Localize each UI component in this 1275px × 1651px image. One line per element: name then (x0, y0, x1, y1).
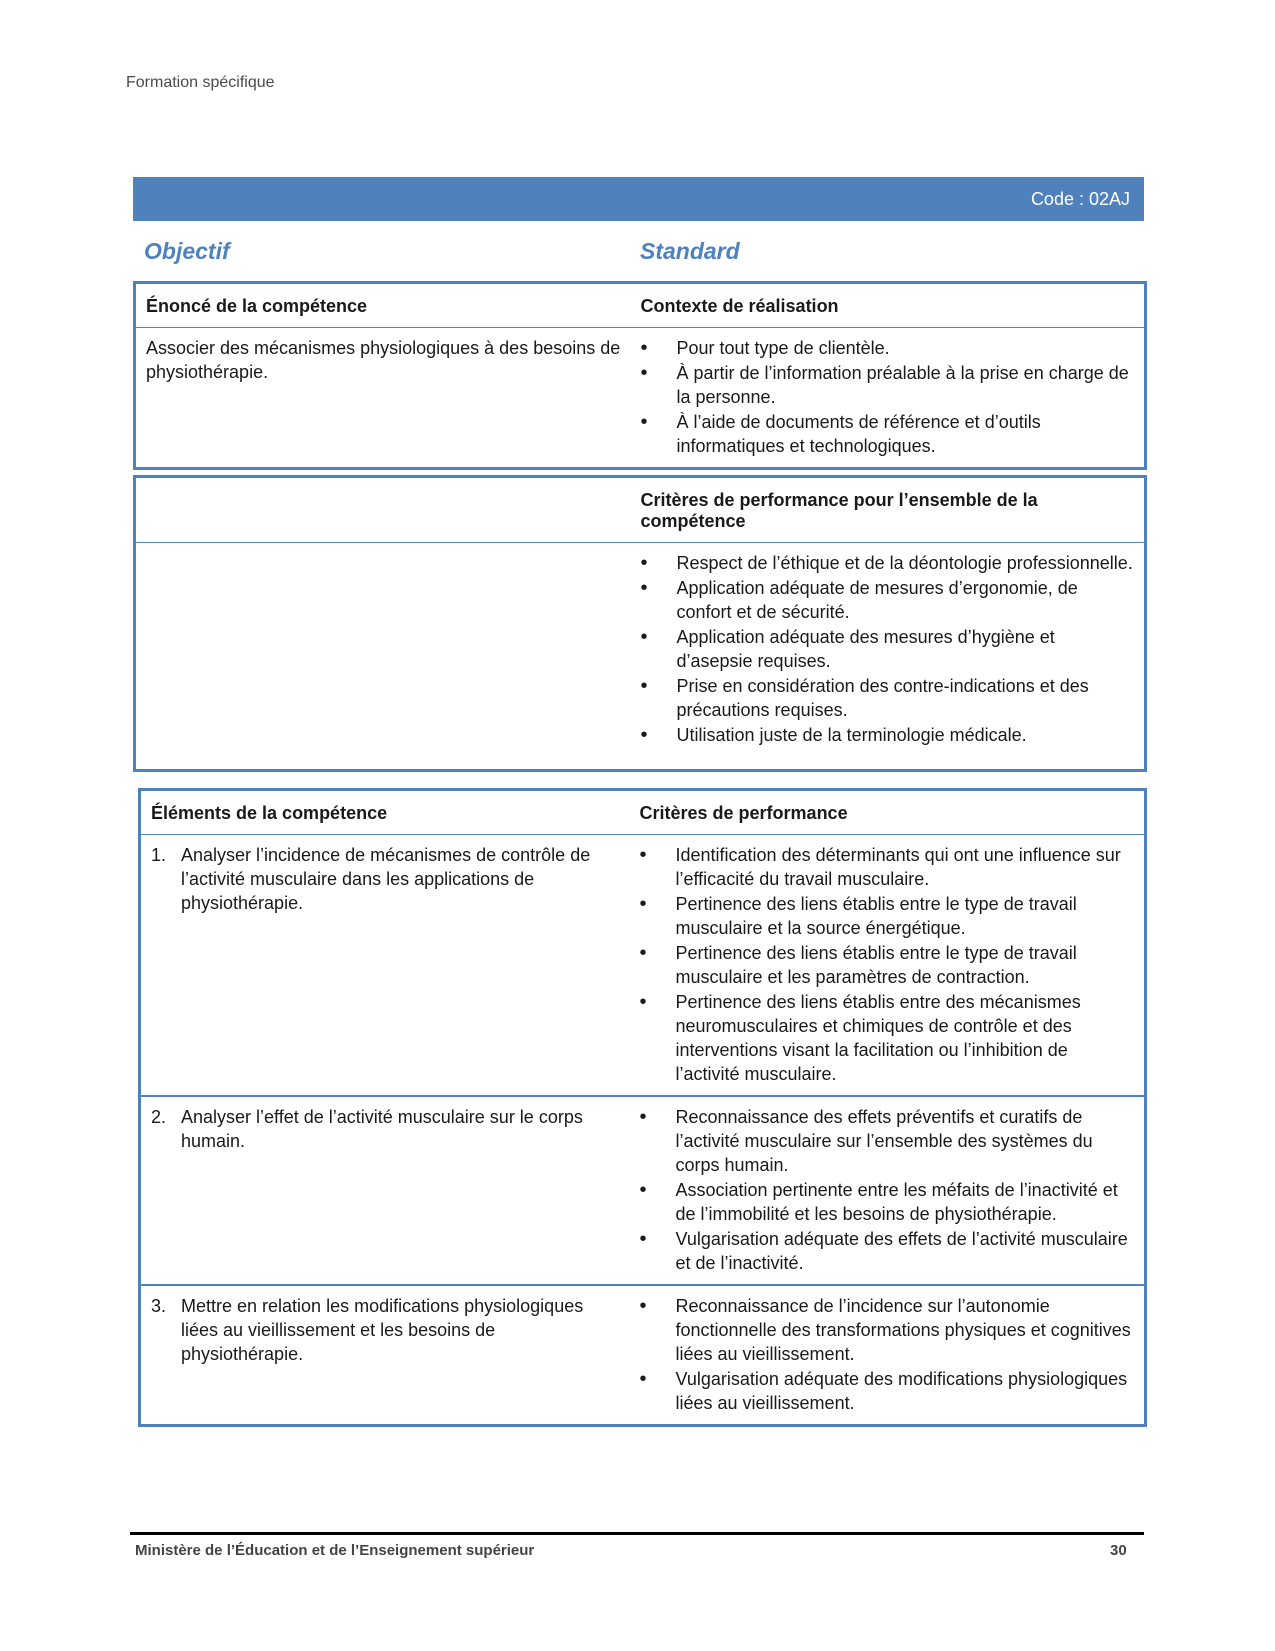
list-item: • Respect de l’éthique et de la déontologie professionnelle. (641, 551, 1135, 575)
list-item: • Prise en considération des contre-indications et des précautions requises. (641, 674, 1135, 722)
list-item: • Pour tout type de clientèle. (641, 336, 1135, 360)
competency-statement-table (133, 281, 1147, 470)
performance-list (640, 843, 1135, 1086)
list-item: • Pertinence des liens établis entre des mécanismes neuromusculaires et chimiques de contrôle et des interventions visant la facilitation ou l’inhibition de l’activité musculaire. (640, 990, 1135, 1086)
competency-code: Code : 02AJ (1030, 189, 1130, 209)
statement-heading: Énoncé de la compétence (135, 283, 631, 328)
context-heading: Contexte de réalisation (631, 283, 1146, 328)
element-item (151, 1105, 620, 1153)
list-item: • Pertinence des liens établis entre le type de travail musculaire et la source énergétique. (640, 892, 1135, 940)
list-item: • Reconnaissance de l’incidence sur l’autonomie fonctionnelle des transformations physiques et cognitives liées au vieillissement. (640, 1294, 1135, 1366)
context-list (641, 336, 1135, 458)
footer-ministry: Ministère de l’Éducation et de l’Enseignement supérieur (135, 1542, 535, 1559)
competency-statement: Associer des mécanismes physiologiques à des besoins de physiothérapie. (146, 338, 621, 382)
code-banner (133, 177, 1144, 221)
list-item: • Reconnaissance des effets préventifs et curatifs de l’activité musculaire sur l’ensemble des systèmes du corps humain. (640, 1105, 1135, 1177)
table-row (140, 835, 1146, 1097)
list-item: • Application adéquate des mesures d’hygiène et d’asepsie requises. (641, 625, 1135, 673)
general-criteria-list (641, 551, 1135, 747)
performance-heading: Critères de performance (630, 790, 1146, 835)
table-row (140, 1285, 1146, 1426)
elements-heading: Éléments de la compétence (140, 790, 630, 835)
page-number: 30 (1110, 1542, 1127, 1559)
element-number: 1. (151, 845, 167, 865)
general-criteria-heading: Critères de performance pour l’ensemble de la compétence (631, 477, 1146, 543)
list-item: • À partir de l’information préalable à la prise en charge de la personne. (641, 361, 1135, 409)
element-number: 2. (151, 1107, 167, 1127)
element-text: Mettre en relation les modifications physiologiques liées au vieillissement et les besoins de physiothérapie. (181, 1296, 584, 1364)
standard-title: Standard (640, 238, 740, 264)
element-text: Analyser l’effet de l’activité musculaire sur le corps humain. (181, 1107, 583, 1151)
list-item: • Identification des déterminants qui ont une influence sur l’efficacité du travail musculaire. (640, 843, 1135, 891)
running-header: Formation spécifique (126, 74, 275, 91)
list-item: • Application adéquate de mesures d’ergonomie, de confort et de sécurité. (641, 576, 1135, 624)
footer-rule (130, 1532, 1144, 1535)
element-number: 3. (151, 1296, 167, 1316)
objectif-title: Objectif (144, 238, 230, 264)
element-text: Analyser l’incidence de mécanismes de contrôle de l’activité musculaire dans les applications de physiothérapie. (181, 845, 591, 913)
element-item (151, 1294, 620, 1366)
element-item (151, 843, 620, 915)
list-item: • Vulgarisation adéquate des modifications physiologiques liées au vieillissement. (640, 1367, 1135, 1415)
list-item: • À l’aide de documents de référence et d’outils informatiques et technologiques. (641, 410, 1135, 458)
table-row (140, 1096, 1146, 1285)
general-criteria-table (133, 475, 1147, 772)
list-item: • Vulgarisation adéquate des effets de l’activité musculaire et de l’inactivité. (640, 1227, 1135, 1275)
performance-list (640, 1294, 1135, 1415)
performance-list (640, 1105, 1135, 1275)
list-item: • Pertinence des liens établis entre le type de travail musculaire et les paramètres de contraction. (640, 941, 1135, 989)
list-item: • Association pertinente entre les méfaits de l’inactivité et de l’immobilité et les besoins de physiothérapie. (640, 1178, 1135, 1226)
elements-table (138, 788, 1147, 1427)
list-item: • Utilisation juste de la terminologie médicale. (641, 723, 1135, 747)
